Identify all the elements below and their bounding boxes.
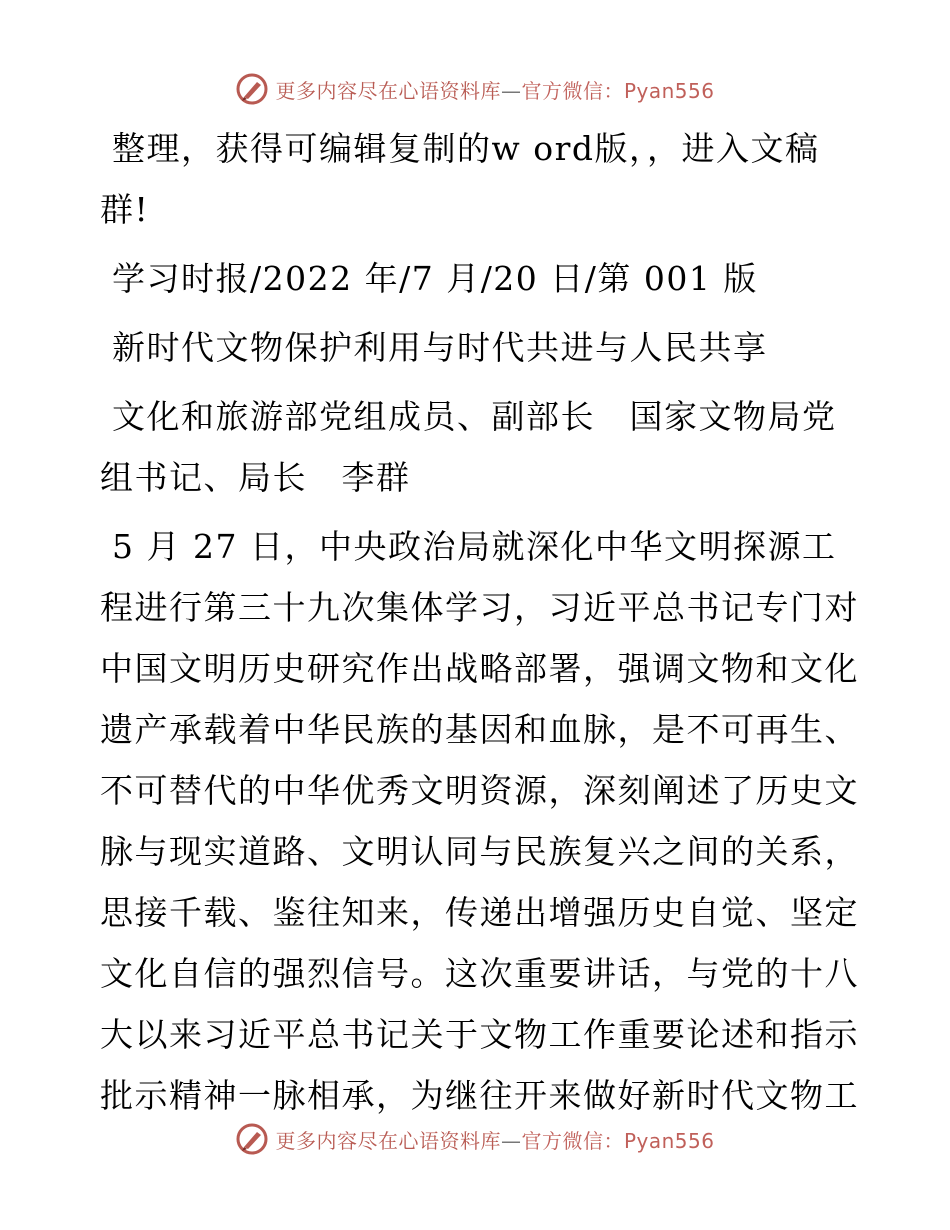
article-title: 新时代文物保护利用与时代共进与人民共享: [112, 328, 768, 367]
banner-text: 更多内容尽在心语资料库—官方微信：Pyan556: [275, 1128, 715, 1153]
header-watermark-banner: [0, 72, 950, 106]
pen-logo-icon: [235, 72, 269, 106]
document-body: [100, 118, 860, 1126]
author-line-1: 文化和旅游部党组成员、副部长 国家文物局党: [112, 397, 837, 436]
paragraph-line: 程进行第三十九次集体学习，习近平总书记专门对: [100, 588, 859, 627]
paragraph-line: 文化自信的强烈信号。这次重要讲话，与党的十八: [100, 954, 859, 993]
banner-text: 更多内容尽在心语资料库—官方微信：Pyan556: [275, 78, 715, 103]
paragraph-line: 思接千载、鉴往知来，传递出增强历史自觉、坚定: [100, 893, 859, 932]
paragraph-line: 中国文明历史研究作出战略部署，强调文物和文化: [100, 649, 859, 688]
paragraph-line: 大以来习近平总书记关于文物工作重要论述和指示: [100, 1015, 859, 1054]
pen-logo-icon: [235, 1122, 269, 1156]
source-line: 学习时报/2022 年/7 月/20 日/第 001 版: [112, 259, 758, 298]
paragraph-line: 不可替代的中华优秀文明资源，深刻阐述了历史文: [100, 771, 859, 810]
paragraph-line: 遗产承载着中华民族的基因和血脉，是不可再生、: [100, 710, 859, 749]
footer-watermark-banner: [0, 1122, 950, 1156]
intro-line-2: 群!: [100, 190, 150, 229]
author-line-2: 组书记、局长 李群: [100, 458, 411, 497]
paragraph-line: 批示精神一脉相承，为继往开来做好新时代文物工: [100, 1076, 859, 1115]
paragraph-line: 5 月 27 日，中央政治局就深化中华文明探源工: [112, 527, 837, 566]
intro-line-1: 整理，获得可编辑复制的w ord版，，进入文稿: [112, 129, 820, 168]
paragraph-line: 脉与现实道路、文明认同与民族复兴之间的关系，: [100, 832, 859, 871]
